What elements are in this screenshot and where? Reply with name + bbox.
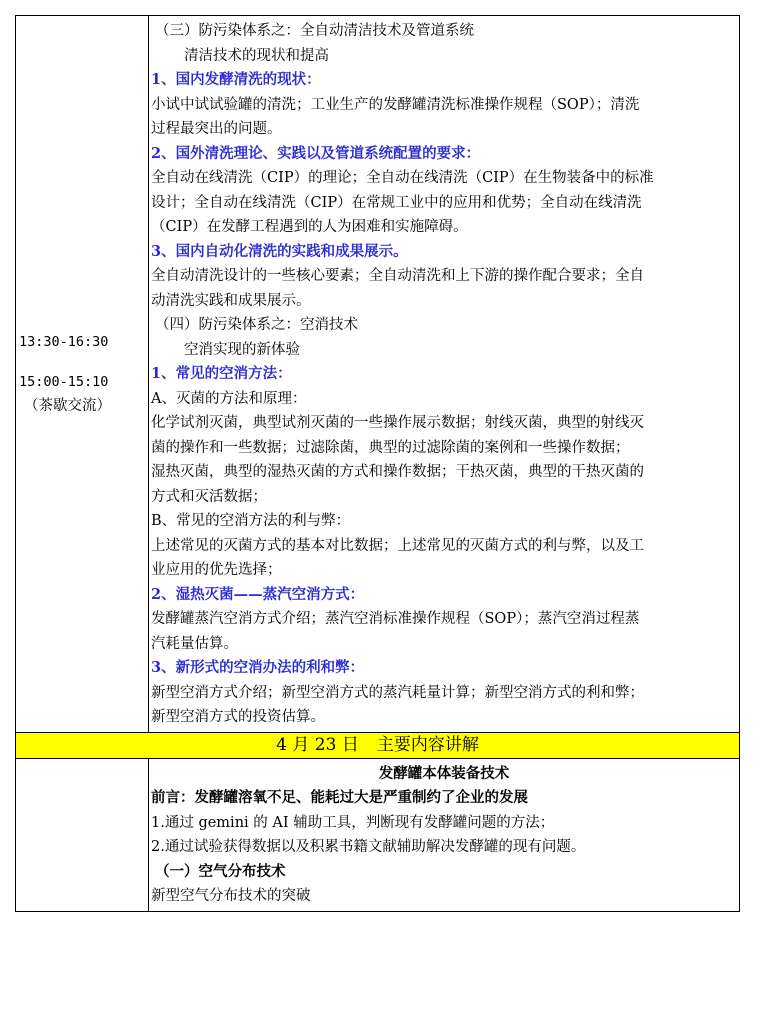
content-line: A、灭菌的方法和原理： — [151, 390, 307, 407]
schedule-table — [15, 15, 740, 912]
section-heading: 3、国内自动化清洗的实践和成果展示。 — [151, 242, 408, 260]
content-line: 上述常见的灭菌方式的基本对比数据；上述常见的灭菌方式的利与弊，以及工 — [151, 537, 644, 554]
content-line: 新型空消方式的投资估算。 — [151, 709, 325, 725]
content-line: 2.通过试验获得数据以及积累书籍文献辅助解决发酵罐的现有问题。 — [151, 839, 586, 855]
time-cell — [16, 16, 149, 733]
content-line: 新型空消方式介绍；新型空消方式的蒸汽耗量计算；新型空消方式的利和弊； — [151, 684, 644, 701]
banner-title: 主要内容讲解 — [376, 734, 479, 755]
content-line: 湿热灭菌，典型的湿热灭菌的方式和操作数据；干热灭菌，典型的干热灭菌的 — [151, 464, 644, 480]
session-row-equipment — [16, 758, 740, 911]
content-line: 动清洗实践和成果展示。 — [151, 292, 311, 309]
session-content-equipment — [149, 758, 740, 911]
content-line: 业应用的优先选择； — [151, 562, 282, 578]
topic-heading: （三）防污染体系之：全自动清洁技术及管道系统 — [155, 23, 474, 39]
content-line: 发酵罐本体装备技术 — [378, 764, 510, 782]
content-line: 清洁技术的现状和提高 — [184, 47, 329, 64]
content-line: 汽耗量估算。 — [151, 635, 238, 652]
content-line: 菌的操作和一些数据；过滤除菌，典型的过滤除菌的案例和一些操作数据； — [151, 439, 630, 456]
content-line: 过程最突出的问题。 — [151, 121, 282, 137]
day-banner — [16, 732, 740, 758]
content-line: 小试中试试验罐的清洗；工业生产的发酵罐清洗标准操作规程（SOP）；清洗 — [151, 96, 640, 113]
content-line: 化学试剂灭菌，典型试剂灭菌的一些操作展示数据；射线灭菌，典型的射线灭 — [151, 415, 644, 431]
topic-heading: （四）防污染体系之：空消技术 — [155, 317, 358, 333]
content-line: 前言：发酵罐溶氧不足、能耗过大是严重制约了企业的发展 — [151, 789, 528, 806]
content-line: 空消实现的新体验 — [184, 341, 300, 358]
content-line: 1.通过 gemini 的 AI 辅助工具，判断现有发酵罐问题的方法； — [151, 814, 555, 831]
time-cell-empty — [16, 758, 149, 911]
break-label: （茶歇交流） — [24, 397, 111, 414]
content-line: 新型空气分布技术的突破 — [151, 888, 311, 904]
session-time: 13:30-16:30 — [19, 333, 109, 350]
section-heading: 2、湿热灭菌——蒸汽空消方式： — [151, 585, 365, 603]
break-time: 15:00-15:10 — [19, 373, 109, 390]
content-line: （CIP）在发酵工程遇到的人为困难和实施障碍。 — [151, 219, 468, 235]
content-line: 全自动在线清洗（CIP）的理论；全自动在线清洗（CIP）在生物装备中的标准 — [151, 170, 654, 186]
topic-heading: （一）空气分布技术 — [155, 862, 286, 880]
day-banner-cell — [16, 732, 740, 758]
banner-date: 4 月 23 日 — [276, 734, 359, 755]
content-line: 全自动清洗设计的一些核心要素；全自动清洗和上下游的操作配合要求；全自 — [151, 268, 644, 284]
session-row-afternoon — [16, 16, 740, 733]
section-heading: 3、新形式的空消办法的利和弊： — [151, 659, 365, 676]
section-heading: 1、常见的空消方法： — [151, 365, 292, 382]
section-heading: 1、国内发酵清洗的现状： — [151, 71, 321, 88]
content-line: B、常见的空消方法的利与弊： — [151, 513, 351, 529]
content-line: 设计；全自动在线清洗（CIP）在常规工业中的应用和优势；全自动在线清洗 — [151, 194, 642, 211]
section-heading: 2、国外清洗理论、实践以及管道系统配置的要求： — [151, 144, 481, 162]
content-line: 方式和灭活数据； — [151, 488, 267, 505]
content-line: 发酵罐蒸汽空消方式介绍；蒸汽空消标准操作规程（SOP）；蒸汽空消过程蒸 — [151, 611, 640, 627]
session-content — [149, 16, 740, 733]
